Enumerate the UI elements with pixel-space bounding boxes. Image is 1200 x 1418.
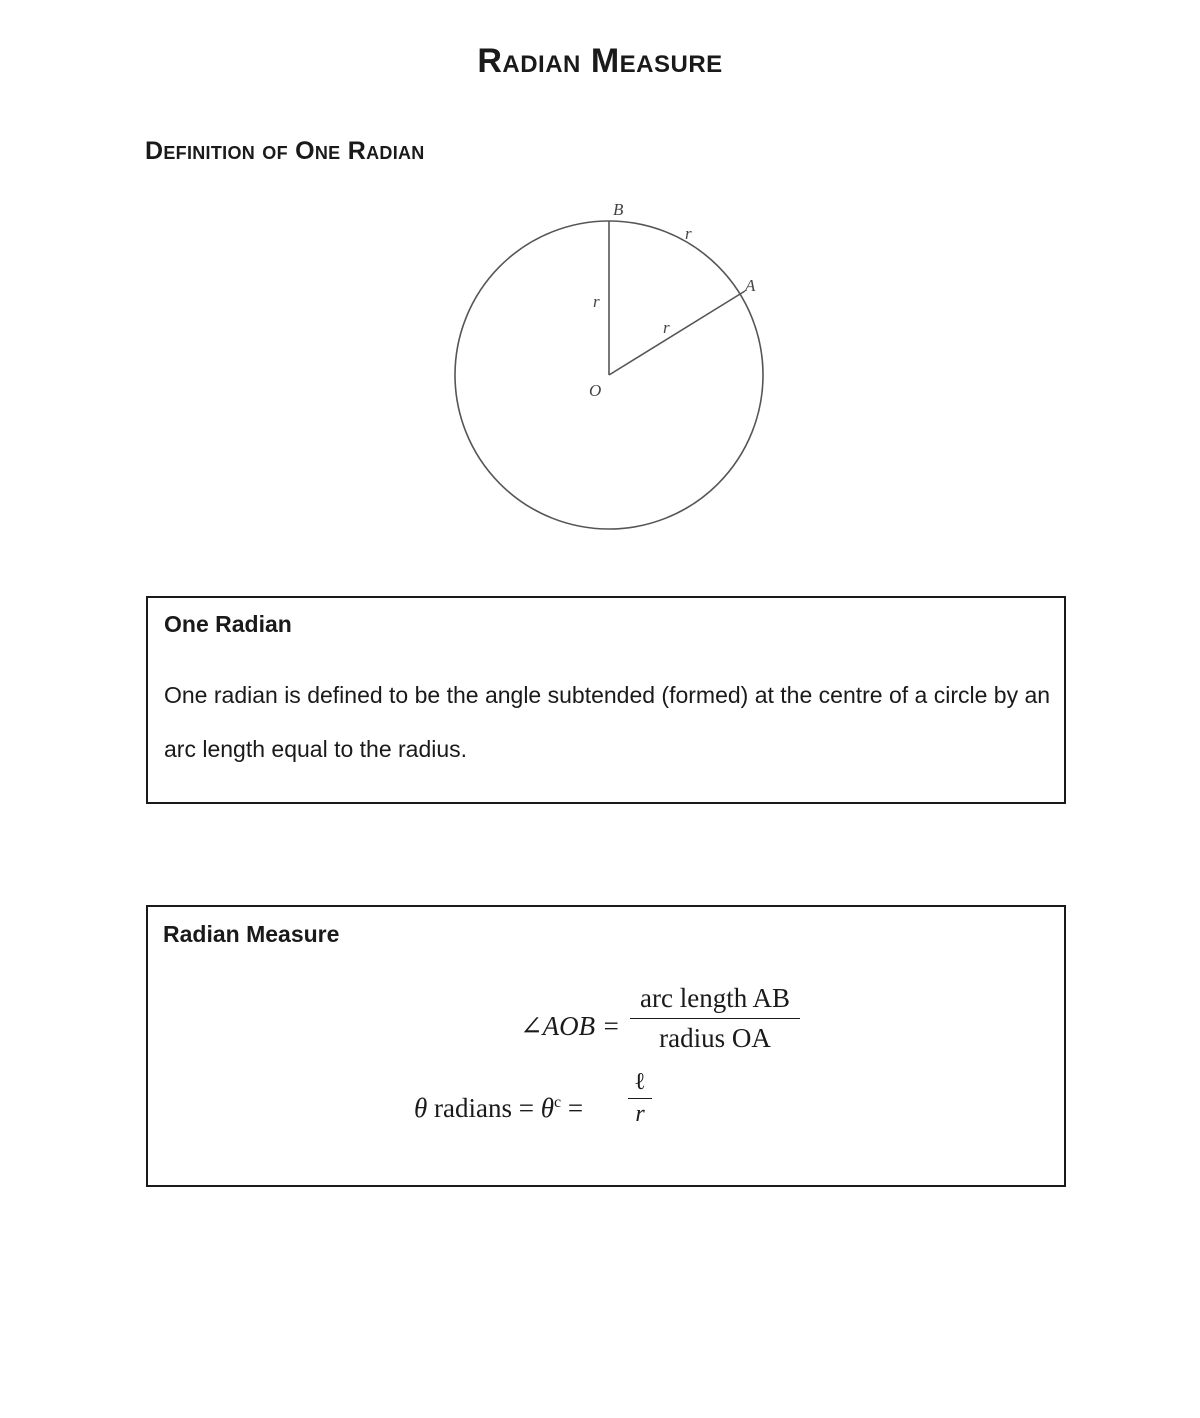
- radius-symbol: r: [635, 1101, 645, 1127]
- angle-formula-fraction: [630, 983, 800, 1054]
- point-a-label: A: [745, 276, 756, 295]
- radius-oa: [609, 291, 745, 375]
- point-o-label: O: [589, 381, 602, 400]
- radian-formula-lhs: [414, 1093, 583, 1124]
- section-heading: Definition of One Radian: [145, 137, 425, 165]
- one-radian-definition: One radian is defined to be the angle subtended (formed) at the centre of a circle by an arc length equal to the radius.: [164, 682, 1051, 762]
- one-radian-box: [146, 596, 1066, 804]
- page-title: Radian Measure: [477, 42, 723, 80]
- arc-length-symbol: ℓ: [634, 1069, 646, 1095]
- radians-text: radians =: [427, 1093, 541, 1123]
- radian-superscript: c: [553, 1094, 562, 1111]
- point-b-label: B: [613, 200, 624, 219]
- theta-symbol: θ: [414, 1093, 428, 1123]
- radian-measure-box: [146, 905, 1066, 1187]
- theta-symbol-2: θ: [540, 1093, 554, 1123]
- arc-label: r: [685, 224, 692, 243]
- equals-sign: =: [561, 1093, 584, 1123]
- fraction-denominator: radius OA: [659, 1023, 771, 1053]
- one-radian-heading: One Radian: [164, 611, 292, 637]
- fraction-numerator: arc length AB: [640, 983, 790, 1013]
- radian-formula-fraction: [628, 1069, 652, 1128]
- radius-label-oblique: r: [663, 318, 670, 337]
- radian-circle-diagram: [445, 195, 775, 540]
- angle-formula-lhs: ∠AOB =: [520, 1011, 621, 1041]
- radian-measure-heading: Radian Measure: [163, 921, 340, 947]
- radius-label-vertical: r: [593, 292, 600, 311]
